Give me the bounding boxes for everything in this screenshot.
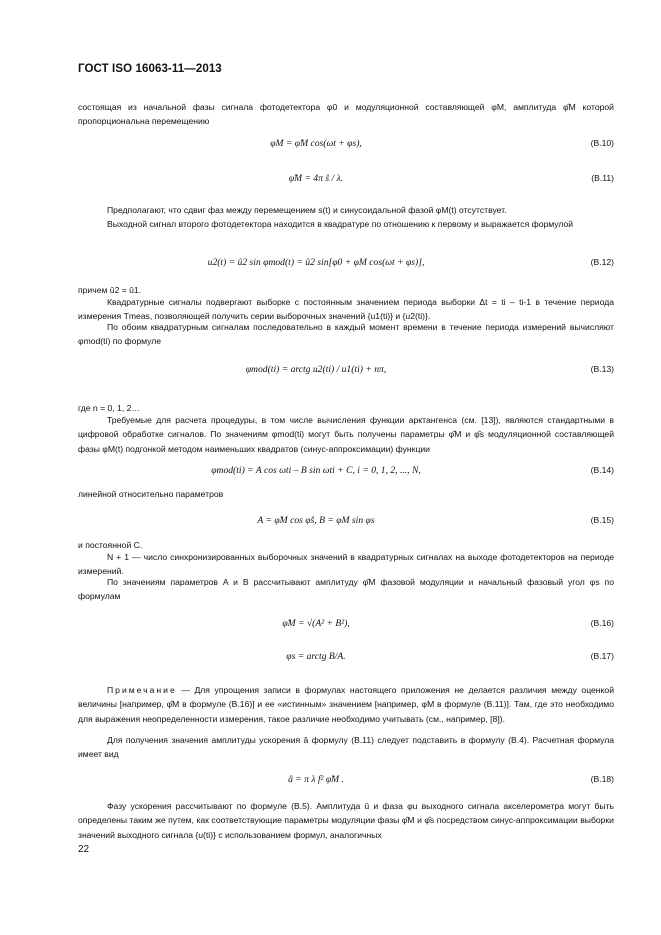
equation-b16 xyxy=(78,618,614,644)
equation-b11-number: (В.11) xyxy=(591,173,614,183)
paragraph-12: По значениям параметров A и B рассчитывают амплитуду φ̂M фазовой модуляции и начальный фазовый угол φs по формулам xyxy=(78,577,614,602)
equation-b12-formula: u2(t) = û2 sin φmod(t) = û2 sin[φ0 + φM cos(ωt + φs)], xyxy=(207,257,425,268)
paragraph-4: причем û2 = û1. xyxy=(78,285,142,295)
paragraph-3: Выходной сигнал второго фотодетектора находится в квадратуре по отношению к первому и выражается формулой xyxy=(107,219,574,229)
equation-b17-formula: φs = arctg B/A. xyxy=(286,651,346,662)
paragraph-6: По обоим квадратурным сигналам последовательно в каждый момент времени в течение периода измерений вычисляют φmod(ti) по формуле xyxy=(78,322,614,347)
equation-b13-number: (В.13) xyxy=(590,364,614,374)
paragraph-7: где n = 0, 1, 2… xyxy=(78,403,140,413)
equation-b10 xyxy=(78,138,614,164)
note-label: Примечание xyxy=(107,685,177,695)
equation-b13 xyxy=(78,364,614,390)
note-text: — Для упрощения записи в формулах настоящего приложения не делается различия между оценкой величины [например, φ̂M в формуле (В.16)] и ее «истинным» значением [например, φM в формуле (В.11)]. Там, где это необходимо для выражения неопределенности измерения, такое различие необходимо учитывать (см., например, [8]). xyxy=(78,685,614,724)
equation-b10-formula: φM = φ̂M cos(ωt + φs), xyxy=(270,138,362,149)
equation-b18-formula: â = π λ f² φ̂M . xyxy=(288,774,344,785)
equation-b14-formula: φmod(ti) = A cos ωti – B sin ωti + C, i = 0, 1, 2, ..., N, xyxy=(211,465,421,476)
equation-b12-number: (В.12) xyxy=(590,257,614,267)
equation-b16-number: (В.16) xyxy=(590,618,614,628)
paragraph-13: Для получения значения амплитуды ускорения â формулу (В.11) следует подставить в формулу (В.4). Расчетная формула имеет вид xyxy=(78,735,614,760)
equation-b11 xyxy=(78,173,614,199)
paragraph-14: Фазу ускорения рассчитывают по формуле (В.5). Амплитуда û и фаза φu выходного сигнала акселерометра могут быть определены таким же путем, как соответствующие параметры модуляции фазы φ̂M и φ̂s посредством синус-аппроксимации выборки значений выходного сигнала {u(ti)} с использованием формул, аналогичных xyxy=(78,801,614,840)
paragraph-11: N + 1 — число синхронизированных выборочных значений в квадратурных сигналах на выходе фотодетекторов на периоде измерений. xyxy=(78,552,614,577)
paragraph-5: Квадратурные сигналы подвергают выборке с постоянным значением периода выборки Δt = ti – ti-1 в течение периода измерения Tmeas, позволяющей получить серии выборочных значений {u1(ti)} и {u2(ti)}. xyxy=(78,297,614,322)
document-header: ГОСТ ISO 16063-11—2013 xyxy=(78,63,222,75)
equation-b10-number: (В.10) xyxy=(590,138,614,148)
paragraph-9: линейной относительно параметров xyxy=(78,489,224,499)
equation-b18-number: (В.18) xyxy=(590,774,614,784)
paragraph-8: Требуемые для расчета процедуры, в том числе вычисления функции арктангенса (см. [13]), являются стандартными в цифровой обработке сигналов. По значениям φmod(ti) могут быть получены параметры φ̂M и φ̂s модуляционной составляющей фазы φM(t) подгонкой методом наименьших квадратов (синус-аппроксимации) функции xyxy=(78,415,614,454)
paragraph-2: Предполагают, что сдвиг фаз между перемещением s(t) и синусоидальной фазой φM(t) отсутствует. xyxy=(107,205,507,215)
equation-b14-number: (В.14) xyxy=(590,465,614,475)
equation-b12 xyxy=(78,257,614,283)
note xyxy=(78,683,614,726)
equation-b15-formula: A = φ̂M cos φ̂s, B = φM sin φs xyxy=(257,515,375,526)
equation-b11-formula: φ̂M = 4π ŝ / λ. xyxy=(288,173,344,184)
equation-b17 xyxy=(78,651,614,677)
equation-b13-formula: φmod(ti) = arctg u2(ti) / u1(ti) + nπ, xyxy=(245,364,387,375)
equation-b18 xyxy=(78,774,614,800)
equation-b16-formula: φ̂M = √(A² + B²), xyxy=(282,618,350,629)
page-number: 22 xyxy=(78,844,90,855)
equation-b15-number: (В.15) xyxy=(590,515,614,525)
equation-b17-number: (В.17) xyxy=(590,651,614,661)
paragraph-10: и постоянной C. xyxy=(78,540,143,550)
paragraph-1: состоящая из начальной фазы сигнала фотодетектора φ0 и модуляционной составляющей φM, амплитуда φ̂M которой пропорциональна перемещению xyxy=(78,102,614,127)
